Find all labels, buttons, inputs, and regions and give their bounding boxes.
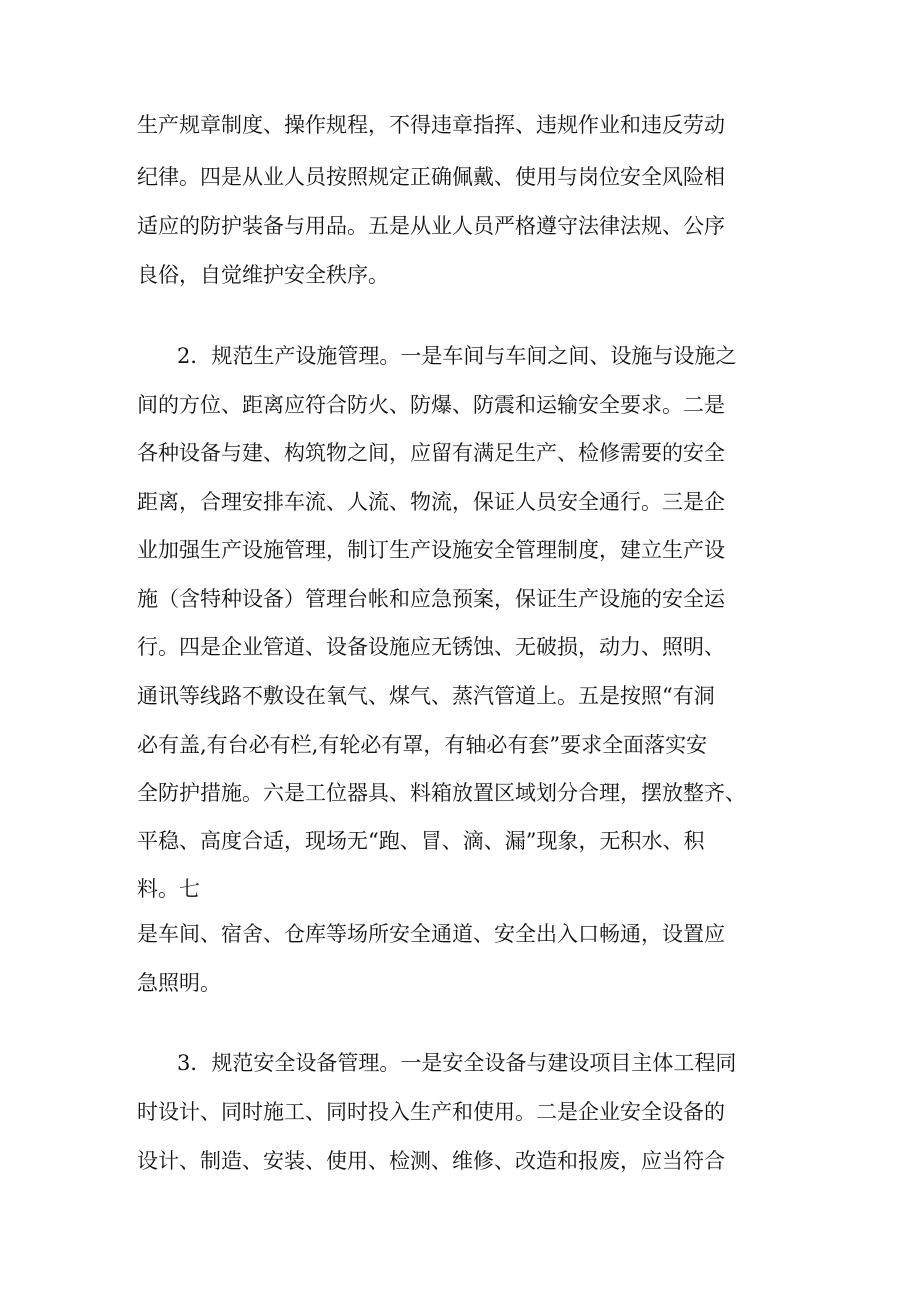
text-line: 料。七 [137,877,200,901]
text-line: 间的方位、距离应符合防火、防爆、防震和运输安全要求。二是 [137,393,725,417]
text-line: 距离，合理安排车流、人流、物流，保证人员安全通行。三是企 [137,490,725,514]
text-line: 施（含特种设备）管理台帐和应急预案，保证生产设施的安全运 [137,587,725,611]
text-line: 良俗，自觉维护安全秩序。 [137,263,389,287]
text-line: 业加强生产设施管理，制订生产设施安全管理制度，建立生产设 [137,538,725,562]
text-line: 适应的防护装备与用品。五是从业人员严格遵守法律法规、公序 [137,214,725,238]
text-line: 各种设备与建、构筑物之间，应留有满足生产、检修需要的安全 [137,441,725,465]
text-line: 通讯等线路不敷设在氧气、煤气、蒸汽管道上。五是按照“有洞 [137,684,715,708]
text-line: 是车间、宿舍、仓库等场所安全通道、安全出入口畅通，设置应 [137,922,725,946]
text-line: 全防护措施。六是工位器具、料箱放置区域划分合理，摆放整齐、 [137,781,746,805]
text-line: 必有盖,有台必有栏,有轮必有罩，有轴必有套”要求全面落实安 [137,733,708,757]
text-line: 平稳、高度合适，现场无“跑、冒、滴、漏”现象，无积水、积 [137,829,705,853]
text-line: 设计、制造、安装、使用、检测、维修、改造和报废，应当符合 [137,1149,725,1173]
text-line: 纪律。四是从业人员按照规定正确佩戴、使用与岗位安全风险相 [137,165,725,189]
text-line: 时设计、同时施工、同时投入生产和使用。二是企业安全设备的 [137,1100,725,1124]
section-heading-line: 3．规范安全设备管理。一是安全设备与建设项目主体工程同 [177,1051,737,1075]
section-heading-line: 2．规范生产设施管理。一是车间与车间之间、设施与设施之 [177,344,737,368]
text-line: 急照明。 [137,971,221,995]
text-line: 生产规章制度、操作规程，不得违章指挥、违规作业和违反劳动 [137,113,725,137]
text-line: 行。四是企业管道、设备设施应无锈蚀、无破损，动力、照明、 [137,635,725,659]
